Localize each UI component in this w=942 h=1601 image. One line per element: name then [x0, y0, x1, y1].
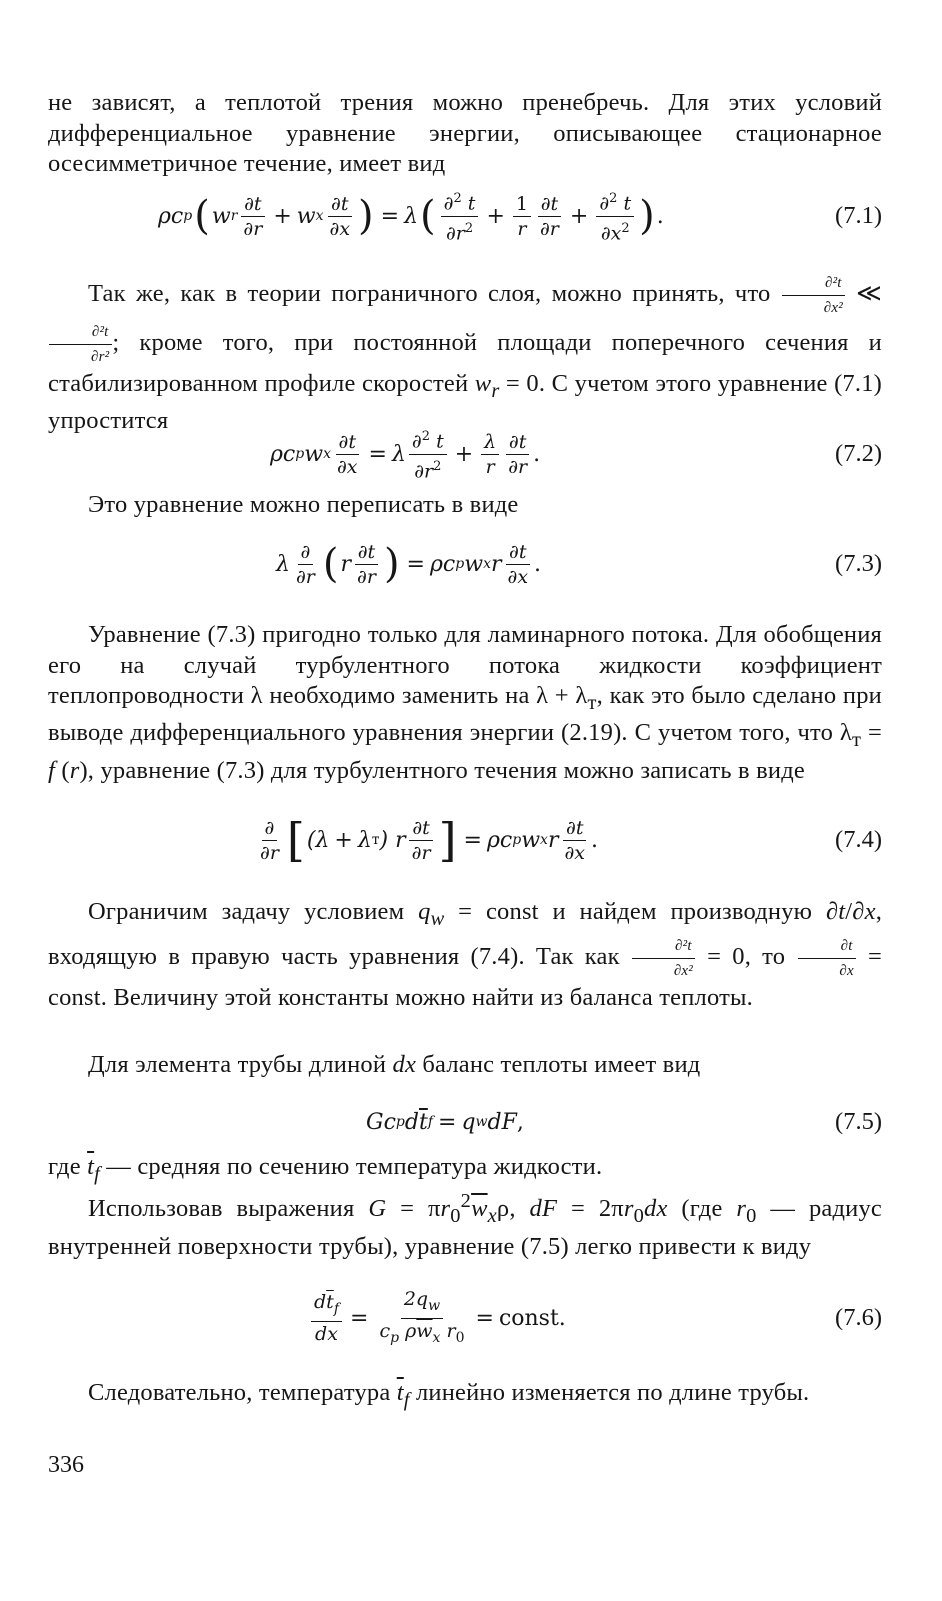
page-number: 336: [48, 1452, 84, 1478]
paragraph-9: Следовательно, температура $\overline{t}_f$ линейно изменяется по длине трубы.: [88, 1379, 810, 1411]
equation-number: (7.1): [835, 202, 882, 229]
paragraph-2: Так же, как в теории пограничного слоя, можно принять, что $\frac{\text{∂²t}}{\text{∂x²}}$ ≪ $\frac{\text{∂²t}}{\text{∂r²}}$ ; кроме того, при постоянной площади поперечного сечения и стабилизированном профиле скоростей $w_r = 0$. С учетом этого уравнение (7.1) упростится: [48, 271, 882, 437]
paragraph-1: не зависят, а теплотой трения можно пренебречь. Для этих условий дифференциальное уравнение энергии, описывающее стационарное осесимметричное течение, имеет вид: [48, 89, 882, 177]
paragraph-7: где $\overline{t}_f$ — средняя по сечению температура жидкости.: [48, 1153, 603, 1185]
paragraph-4: Уравнение (7.3) пригодно только для ламинарного потока. Для обобщения его на случай турбулентного потока жидкости коэффициент теплопроводности λ необходимо заменить на $\lambda + \lambda_т$, как это было сделано при выводе дифференциального уравнения энергии (2.19). С учетом того, что $\lambda_т = f$ (r), уравнение (7.3) для турбулентного течения можно записать в виде: [48, 621, 882, 784]
equation-number: (7.2): [835, 440, 882, 467]
equation-7-3: λ ∂ ∂r ( r ∂t ∂r ) = ρc p w x r ∂t ∂x . (7.3): [48, 524, 882, 604]
paragraph-5: Ограничим задачу условием $q_w$ = const и найдем производную ∂t/∂x, входящую в правую часть уравнения (7.4). Так как $\frac{\text{∂²t}}{\text{∂x²}}$ = 0, то $\frac{\partial t}{\partial x}$ = const. Величину этой константы можно найти из баланса теплоты.: [48, 898, 883, 1012]
equation-number: (7.4): [835, 826, 882, 853]
equation-7-4: ∂ ∂r [ (λ + λ т ) r ∂t ∂r ] = ρc p w x r ∂t ∂x . (7.4): [48, 800, 882, 880]
equation-7-1: ρc p ( w r ∂t ∂r + w x ∂t ∂x ) = λ ( ∂$^2$ t $\partial r^2$ + $\frac{1}{r}$ ∂t ∂r + $\frac{\partial^2 t}{\partial x^2}$ ) . (7.1): [48, 176, 882, 256]
paragraph-8: Использовав выражения $G = \pi r_0^2\overline{w}_x\rho$, dF = $2\pi r_0dx$ (где $r_0$ — радиус внутренней поверхности трубы), уравнение (7.5) легко привести к виду: [48, 1190, 882, 1260]
equation-7-2: ρc p w x $\frac{\partial t}{\partial x}$ = λ $\frac{\partial^2 t}{\partial r^2}$ + $\frac{\lambda}{r}$ ∂t ∂r . (7.2): [48, 414, 882, 494]
paragraph-6: Для элемента трубы длиной dx баланс теплоты имеет вид: [88, 1051, 701, 1078]
equation-7-5: Gc p d $\overline{t}$ f = q w dF , (7.5): [48, 1082, 882, 1162]
equation-7-6: $d\overline{t}_f$ dx = $2q_w$ $c_p$ $\rho\overline{w}_x$ $r_0$ = const. (7.6): [48, 1278, 882, 1358]
equation-number: (7.3): [835, 550, 882, 577]
equation-number: (7.6): [835, 1304, 882, 1331]
equation-number: (7.5): [835, 1108, 882, 1135]
paragraph-3: Это уравнение можно переписать в виде: [88, 491, 519, 518]
